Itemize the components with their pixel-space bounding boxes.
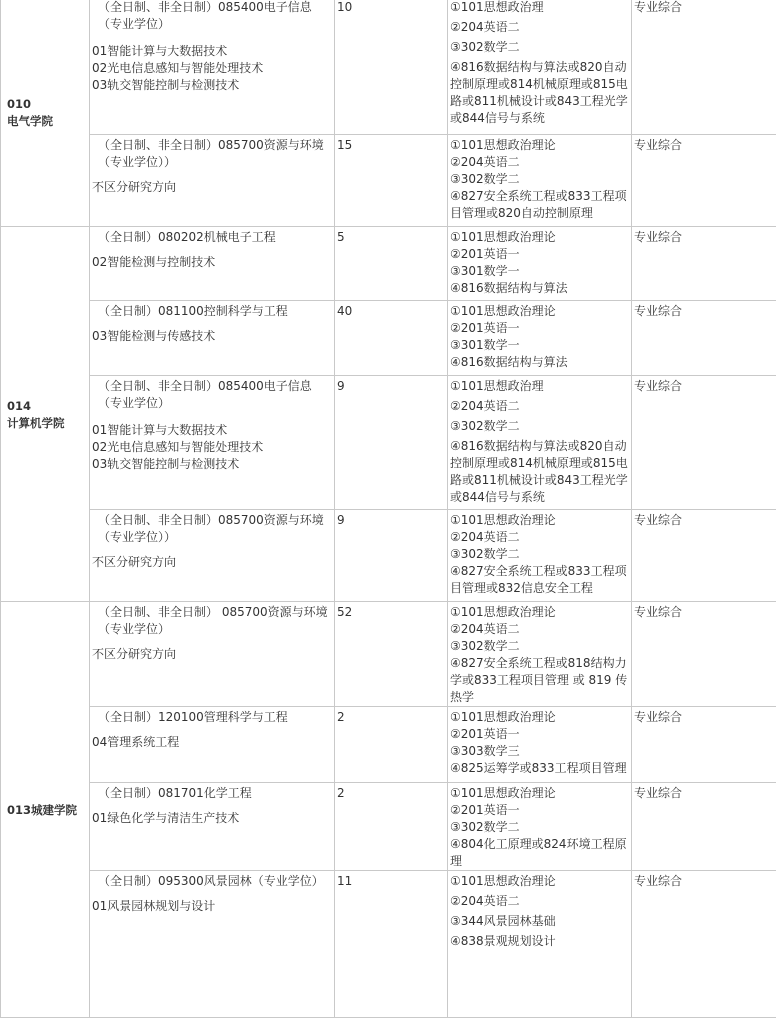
research-direction: 01绿色化学与清洁生产技术 bbox=[92, 810, 332, 827]
exam-subject: ③302数学二 bbox=[450, 39, 629, 56]
major-cell bbox=[90, 376, 335, 510]
exam-subject: ③302数学二 bbox=[450, 418, 629, 435]
exam-subject: ②201英语一 bbox=[450, 320, 629, 337]
major-cell bbox=[90, 135, 335, 227]
major-cell bbox=[90, 602, 335, 707]
major-cell bbox=[90, 301, 335, 376]
exam-subject: ③302数学二 bbox=[450, 638, 629, 655]
retest-subject: 专业综合 bbox=[632, 707, 776, 783]
table-row bbox=[1, 602, 776, 707]
research-direction: 不区分研究方向 bbox=[92, 554, 332, 571]
research-direction: 不区分研究方向 bbox=[92, 179, 332, 196]
retest-subject: 专业综合 bbox=[632, 510, 776, 602]
enrollment-count: 40 bbox=[335, 301, 448, 376]
exam-subject: ③344风景园林基础 bbox=[450, 913, 629, 930]
exam-subjects-cell bbox=[448, 602, 632, 707]
exam-subject: ②204英语二 bbox=[450, 154, 629, 171]
major-cell bbox=[90, 510, 335, 602]
enrollment-count: 9 bbox=[335, 510, 448, 602]
enrollment-count: 5 bbox=[335, 227, 448, 301]
exam-subject: ③303数学三 bbox=[450, 743, 629, 760]
exam-subject: ②204英语二 bbox=[450, 529, 629, 546]
table-row bbox=[1, 783, 776, 871]
exam-subject: ③302数学二 bbox=[450, 546, 629, 563]
exam-subject: ④804化工原理或824环境工程原理 bbox=[450, 836, 629, 870]
exam-subject: ①101思想政治理论 bbox=[450, 303, 629, 320]
enrollment-count: 11 bbox=[335, 871, 448, 1018]
enrollment-count: 2 bbox=[335, 707, 448, 783]
exam-subjects-cell bbox=[448, 376, 632, 510]
table-row bbox=[1, 871, 776, 1018]
major-cell bbox=[90, 707, 335, 783]
exam-subjects-cell bbox=[448, 0, 632, 135]
exam-subject: ④816数据结构与算法 bbox=[450, 280, 629, 297]
major-cell bbox=[90, 227, 335, 301]
college-code: 010 bbox=[7, 96, 87, 113]
major-cell bbox=[90, 871, 335, 1018]
exam-subjects-cell bbox=[448, 135, 632, 227]
enrollment-count: 52 bbox=[335, 602, 448, 707]
college-cell bbox=[1, 602, 90, 1018]
exam-subject: ①101思想政治理 bbox=[450, 0, 629, 16]
exam-subject: ①101思想政治理论 bbox=[450, 512, 629, 529]
major-title: （全日制、非全日制）085400电子信息（专业学位） bbox=[92, 378, 332, 412]
table-row bbox=[1, 301, 776, 376]
exam-subject: ③302数学二 bbox=[450, 819, 629, 836]
exam-subject: ①101思想政治理论 bbox=[450, 229, 629, 246]
table-row bbox=[1, 707, 776, 783]
exam-subjects-cell bbox=[448, 301, 632, 376]
exam-subject: ②204英语二 bbox=[450, 19, 629, 36]
research-direction: 02光电信息感知与智能处理技术 bbox=[92, 60, 332, 77]
table-row bbox=[1, 135, 776, 227]
exam-subject: ④816数据结构与算法 bbox=[450, 354, 629, 371]
major-title: （全日制）081701化学工程 bbox=[92, 785, 332, 802]
major-title: （全日制、非全日制）085700资源与环境（专业学位）） bbox=[92, 137, 332, 171]
exam-subjects-cell bbox=[448, 227, 632, 301]
enrollment-count: 15 bbox=[335, 135, 448, 227]
college-name: 电气学院 bbox=[7, 113, 87, 130]
exam-subject: ②204英语二 bbox=[450, 398, 629, 415]
retest-subject: 专业综合 bbox=[632, 0, 776, 135]
exam-subject: ④816数据结构与算法或820自动控制原理或814机械原理或815电路或811机械设计或843工程光学或844信号与系统 bbox=[450, 438, 629, 506]
exam-subject: ②204英语二 bbox=[450, 893, 629, 910]
exam-subjects-cell bbox=[448, 510, 632, 602]
exam-subject: ④816数据结构与算法或820自动控制原理或814机械原理或815电路或811机械设计或843工程光学或844信号与系统 bbox=[450, 59, 629, 127]
major-title: （全日制、非全日制） 085700资源与环境（专业学位） bbox=[92, 604, 332, 638]
exam-subject: ①101思想政治理论 bbox=[450, 604, 629, 621]
exam-subject: ④827安全系统工程或818结构力学或833工程项目管理 或 819 传热学 bbox=[450, 655, 629, 706]
major-title: （全日制）080202机械电子工程 bbox=[92, 229, 332, 246]
research-direction: 01智能计算与大数据技术 bbox=[92, 422, 332, 439]
exam-subject: ②204英语二 bbox=[450, 621, 629, 638]
enrollment-count: 2 bbox=[335, 783, 448, 871]
major-cell bbox=[90, 0, 335, 135]
research-direction: 02智能检测与控制技术 bbox=[92, 254, 332, 271]
research-direction: 01风景园林规划与设计 bbox=[92, 898, 332, 915]
major-title: （全日制、非全日制）085400电子信息（专业学位） bbox=[92, 0, 332, 33]
college-code: 013城建学院 bbox=[7, 802, 87, 819]
research-direction: 03轨交智能控制与检测技术 bbox=[92, 77, 332, 94]
exam-subjects-cell bbox=[448, 783, 632, 871]
major-title: （全日制）095300风景园林（专业学位） bbox=[92, 873, 332, 890]
research-direction: 02光电信息感知与智能处理技术 bbox=[92, 439, 332, 456]
retest-subject: 专业综合 bbox=[632, 602, 776, 707]
exam-subject: ④825运筹学或833工程项目管理 bbox=[450, 760, 629, 777]
exam-subject: ④838景观规划设计 bbox=[450, 933, 629, 950]
exam-subjects-cell bbox=[448, 871, 632, 1018]
exam-subject: ①101思想政治理论 bbox=[450, 709, 629, 726]
table-row bbox=[1, 0, 776, 135]
retest-subject: 专业综合 bbox=[632, 301, 776, 376]
table-row bbox=[1, 510, 776, 602]
college-cell bbox=[1, 0, 90, 227]
research-direction: 04管理系统工程 bbox=[92, 734, 332, 751]
major-title: （全日制）120100管理科学与工程 bbox=[92, 709, 332, 726]
major-title: （全日制）081100控制科学与工程 bbox=[92, 303, 332, 320]
college-code: 014 bbox=[7, 398, 87, 415]
exam-subject: ③301数学一 bbox=[450, 263, 629, 280]
research-direction: 不区分研究方向 bbox=[92, 646, 332, 663]
retest-subject: 专业综合 bbox=[632, 376, 776, 510]
exam-subject: ②201英语一 bbox=[450, 802, 629, 819]
research-direction: 03智能检测与传感技术 bbox=[92, 328, 332, 345]
exam-subject: ①101思想政治理论 bbox=[450, 785, 629, 802]
retest-subject: 专业综合 bbox=[632, 135, 776, 227]
major-cell bbox=[90, 783, 335, 871]
college-name: 计算机学院 bbox=[7, 415, 87, 432]
exam-subject: ①101思想政治理 bbox=[450, 378, 629, 395]
exam-subject: ②201英语一 bbox=[450, 726, 629, 743]
enrollment-count: 9 bbox=[335, 376, 448, 510]
research-direction: 03轨交智能控制与检测技术 bbox=[92, 456, 332, 473]
retest-subject: 专业综合 bbox=[632, 871, 776, 1018]
exam-subject: ①101思想政治理论 bbox=[450, 137, 629, 154]
research-direction: 01智能计算与大数据技术 bbox=[92, 43, 332, 60]
exam-subject: ②201英语一 bbox=[450, 246, 629, 263]
major-title: （全日制、非全日制）085700资源与环境（专业学位）） bbox=[92, 512, 332, 546]
exam-subjects-cell bbox=[448, 707, 632, 783]
retest-subject: 专业综合 bbox=[632, 783, 776, 871]
college-cell bbox=[1, 227, 90, 602]
table-row bbox=[1, 227, 776, 301]
retest-subject: 专业综合 bbox=[632, 227, 776, 301]
table-row bbox=[1, 376, 776, 510]
exam-subject: ①101思想政治理论 bbox=[450, 873, 629, 890]
exam-subject: ④827安全系统工程或833工程项目管理或832信息安全工程 bbox=[450, 563, 629, 597]
exam-subject: ③301数学一 bbox=[450, 337, 629, 354]
enrollment-count: 10 bbox=[335, 0, 448, 135]
exam-subject: ③302数学二 bbox=[450, 171, 629, 188]
exam-subject: ④827安全系统工程或833工程项目管理或820自动控制原理 bbox=[450, 188, 629, 222]
